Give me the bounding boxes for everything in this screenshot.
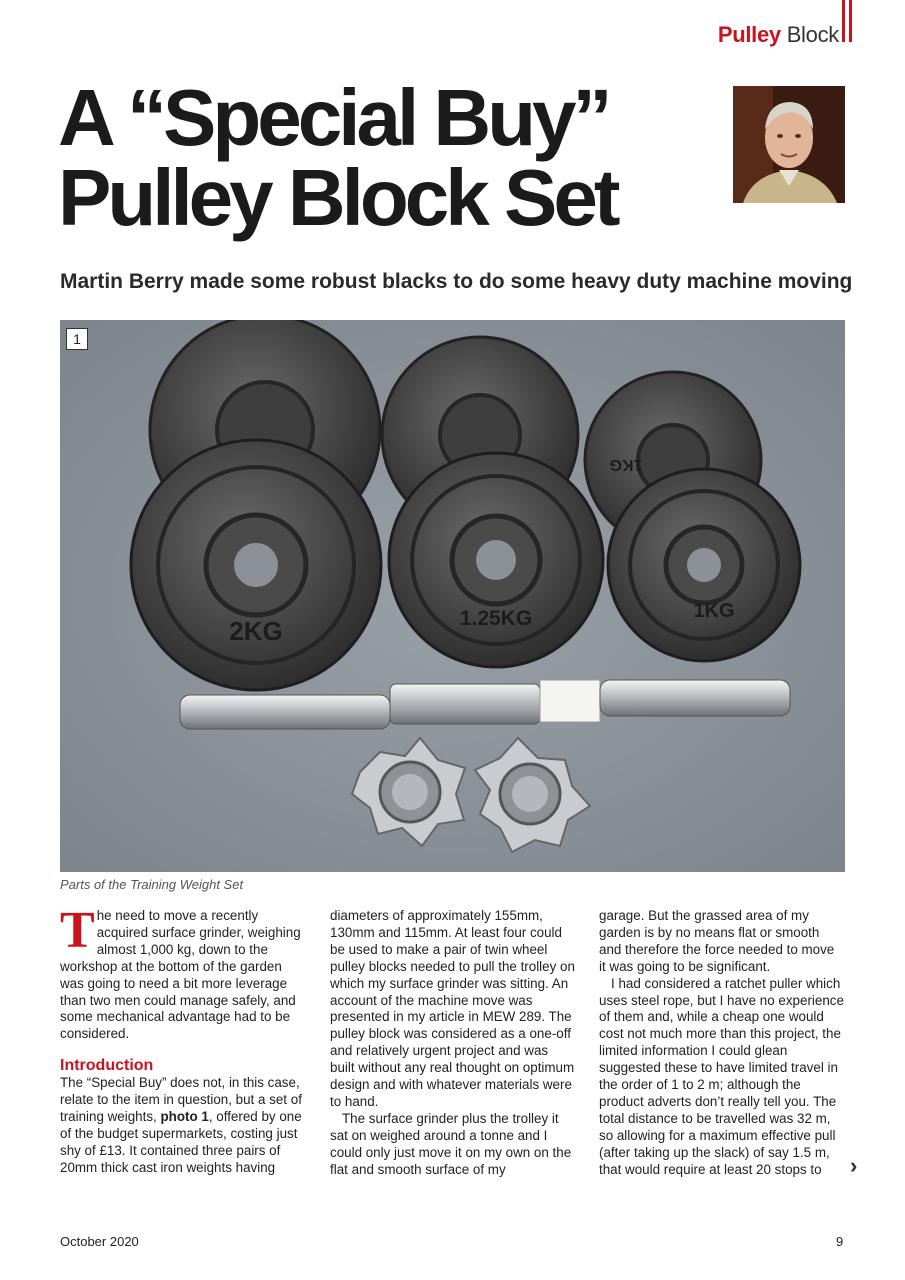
photo-1	[60, 320, 845, 872]
paragraph-text: The “Special Buy” does not, in this case, relate to the item in question, but a set of training weights,	[60, 1075, 302, 1125]
section-label	[718, 22, 839, 48]
photo-caption: Parts of the Training Weight Set	[60, 877, 244, 892]
plate-label-2kg: 2KG	[229, 616, 283, 646]
footer-date: October 2020	[60, 1234, 139, 1249]
paragraph: diameters of approximately 155mm, 130mm and 115mm. At least four could be used to make a pair of twin wheel pulley blocks needed to pull the trolley on which my surface grinder was sitting. An account of the machine move was presented in my article in MEW 289. The pulley block was considered as a one-off and relatively urgent project and was built without any real thought on optimum design and with whatever materials were to hand.	[330, 908, 575, 1109]
paragraph-text: , offered by one of the budget supermarkets, costing just shy of £13. It contained three pairs of 20mm thick cast iron weights having	[60, 1109, 302, 1175]
section-rest: Block	[786, 22, 839, 47]
author-photo	[733, 86, 845, 203]
photo-number: 1	[66, 328, 88, 350]
paragraph-text: he need to move a recently acquired surface grinder, weighing almost 1,000 kg, down to the workshop at the bottom of the garden was going to need a bit more leverage than two men could manage safely, and some mechanical advantage had to be considered.	[60, 908, 301, 1042]
headline	[58, 73, 698, 242]
body-column-3	[599, 908, 844, 1179]
paragraph	[60, 1075, 305, 1176]
plate-label-1-25kg: 1.25KG	[459, 607, 533, 630]
paragraph	[60, 902, 305, 1043]
subhead-introduction: Introduction	[60, 1057, 154, 1075]
page-number: 9	[836, 1234, 844, 1249]
header-rule-bar	[842, 0, 845, 42]
plate-label-1kg: 1KG	[693, 600, 735, 622]
drop-cap: T	[60, 902, 95, 959]
paragraph: garage. But the grassed area of my garden is by no means flat or smooth and therefore the force needed to move it was going to be significant.	[599, 908, 835, 974]
headline-line-1: A “Special Buy”	[58, 73, 609, 162]
plate-label-1kg-back: 1KG	[609, 456, 643, 473]
photo-reference: photo 1	[160, 1109, 209, 1125]
paragraph: The surface grinder plus the trolley it sat on weighed around a tonne and I could only just move it on my own on the flat and smooth surface of my	[330, 1110, 572, 1177]
standfirst: Martin Berry made some robust blacks to do some heavy duty machine moving	[60, 270, 853, 293]
continue-arrow-icon[interactable]: ›	[850, 1153, 858, 1178]
body-column-2	[330, 908, 575, 1179]
weights-illustration	[60, 320, 845, 872]
body-column-1	[60, 902, 305, 1177]
section-keyword: Pulley	[717, 22, 781, 47]
headline-line-2: Pulley Block Set	[58, 153, 617, 242]
header-rule-bar	[849, 0, 852, 42]
paragraph: I had considered a ratchet puller which uses steel rope, but I have no experience of them and, while a cheap one would cost not much more than this project, the limited information I could glean suggested these to have limited travel in the order of 1 to 2 m; although the product adverts don’t really tell you. The total distance to be travelled was 32 m, so allowing for a maximum effective pull (after taking up the slack) of say 1.5 m, that would require at least 20 stops to	[599, 975, 844, 1177]
